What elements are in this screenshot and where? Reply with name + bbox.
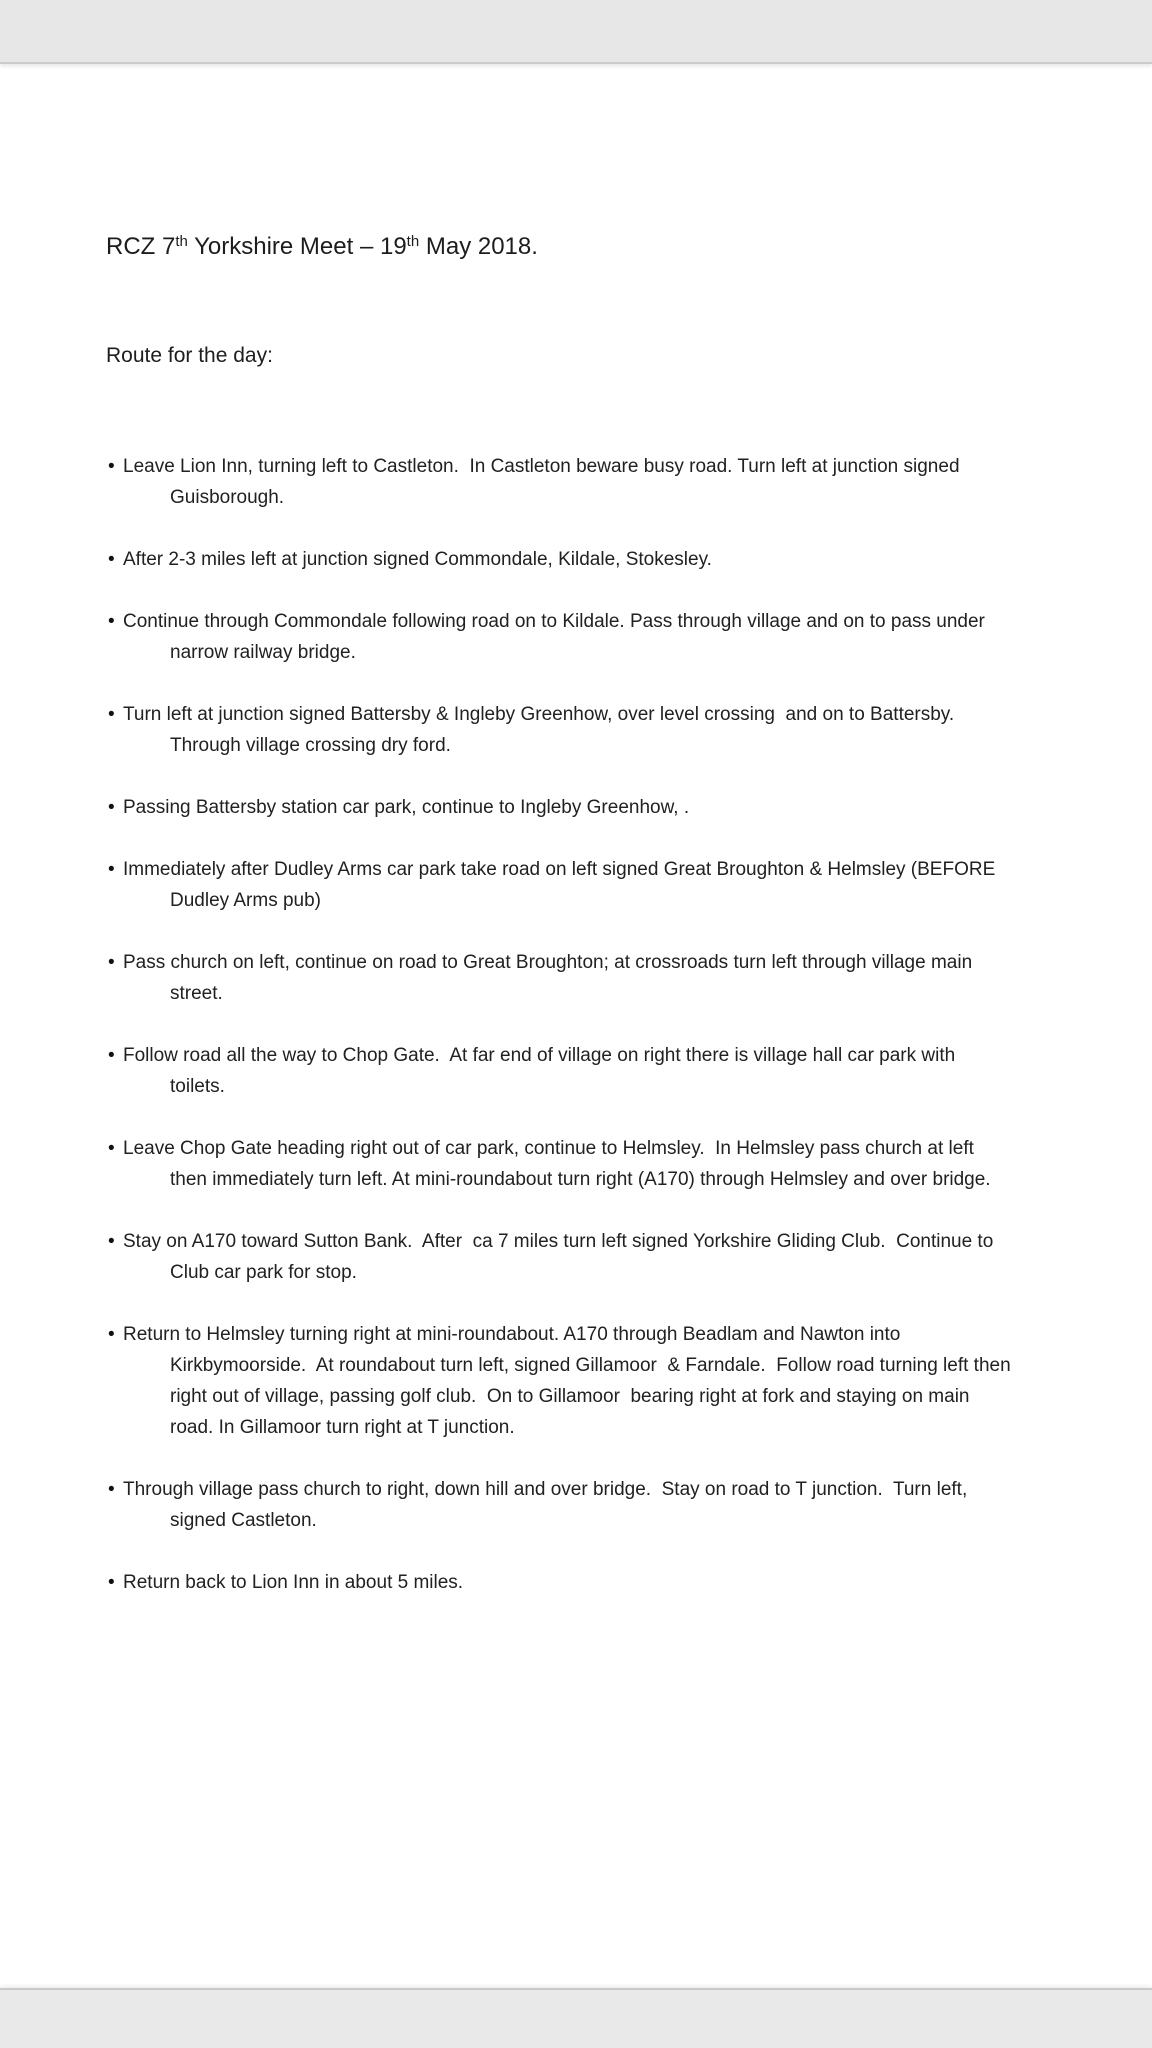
route-step [106, 1226, 1112, 1288]
route-step-line: Stay on A170 toward Sutton Bank. After ca 7 miles turn left signed Yorkshire Gliding Club. Continue to [123, 1231, 994, 1252]
route-step-line: Immediately after Dudley Arms car park take road on left signed Great Broughton & Helmsley (BEFORE [123, 859, 996, 880]
bullet-icon: • [108, 797, 115, 818]
bullet-icon: • [108, 456, 115, 477]
bullet-icon: • [108, 704, 115, 725]
route-step [106, 1133, 1112, 1195]
app-bottom-bar [0, 1988, 1152, 2048]
bullet-icon: • [108, 549, 115, 570]
route-step-line: Pass church on left, continue on road to Great Broughton; at crossroads turn left through village main [123, 952, 973, 973]
route-step-line: road. In Gillamoor turn right at T junction. [170, 1417, 515, 1438]
document-page[interactable] [0, 66, 1152, 1988]
bullet-icon: • [108, 611, 115, 632]
bullet-icon: • [108, 1572, 115, 1593]
bullet-icon: • [108, 859, 115, 880]
route-step-line: After 2-3 miles left at junction signed Commondale, Kildale, Stokesley. [123, 549, 712, 570]
bullet-icon: • [108, 1045, 115, 1066]
title-part: Yorkshire Meet – 19 [187, 233, 407, 260]
route-step [106, 1567, 1112, 1598]
route-step-line: Dudley Arms pub) [170, 890, 322, 911]
document-title [106, 230, 1112, 266]
route-step-line: Return back to Lion Inn in about 5 miles. [123, 1572, 464, 1593]
route-step-line: Kirkbymoorside. At roundabout turn left, signed Gillamoor & Farndale. Follow road turning left then [170, 1355, 1011, 1376]
route-step [106, 1040, 1112, 1102]
route-step-line: Leave Chop Gate heading right out of car park, continue to Helmsley. In Helmsley pass church at left [123, 1138, 974, 1159]
bullet-icon: • [108, 1324, 115, 1345]
route-step [106, 1474, 1112, 1536]
title-part: RCZ 7 [106, 233, 176, 260]
route-step [106, 1319, 1112, 1443]
bullet-icon: • [108, 1138, 115, 1159]
route-step-line: Leave Lion Inn, turning left to Castleton. In Castleton beware busy road. Turn left at junction signed [123, 456, 960, 477]
route-step-line: Continue through Commondale following road on to Kildale. Pass through village and on to pass under [123, 611, 985, 632]
route-step-line: street. [170, 983, 223, 1004]
route-step-line: Guisborough. [170, 487, 285, 508]
route-step [106, 606, 1112, 668]
section-heading: Route for the day: [106, 344, 273, 367]
title-part: May 2018. [419, 233, 538, 260]
route-step-line: Return to Helmsley turning right at mini-roundabout. A170 through Beadlam and Nawton into [123, 1324, 901, 1345]
bullet-icon: • [108, 1479, 115, 1500]
route-step-line: Club car park for stop. [170, 1262, 357, 1283]
title-superscript: th [406, 233, 420, 250]
route-step-line: signed Castleton. [170, 1510, 317, 1531]
route-step [106, 544, 1112, 575]
route-step [106, 451, 1112, 513]
title-superscript: th [175, 233, 188, 250]
route-step [106, 792, 1112, 823]
route-step-line: then immediately turn left. At mini-roundabout turn right (A170) through Helmsley and over bridge. [170, 1169, 991, 1190]
bullet-icon: • [108, 952, 115, 973]
route-step-line: narrow railway bridge. [170, 642, 356, 663]
route-step-line: right out of village, passing golf club. On to Gillamoor bearing right at fork and staying on main [170, 1386, 970, 1407]
route-step [106, 947, 1112, 1009]
bullet-icon: • [108, 1231, 115, 1252]
route-step [106, 854, 1112, 916]
route-list [106, 451, 1112, 1598]
route-step-line: Through village pass church to right, down hill and over bridge. Stay on road to T junction. Turn left, [123, 1479, 968, 1500]
route-step-line: Turn left at junction signed Battersby & Ingleby Greenhow, over level crossing and on to Battersby. [123, 704, 955, 725]
route-step-line: Passing Battersby station car park, continue to Ingleby Greenhow, . [123, 797, 690, 818]
route-step-line: Follow road all the way to Chop Gate. At far end of village on right there is village hall car park with [123, 1045, 956, 1066]
route-step-line: Through village crossing dry ford. [170, 735, 451, 756]
route-step-line: toilets. [170, 1076, 225, 1097]
route-step [106, 699, 1112, 761]
app-top-bar [0, 0, 1152, 64]
